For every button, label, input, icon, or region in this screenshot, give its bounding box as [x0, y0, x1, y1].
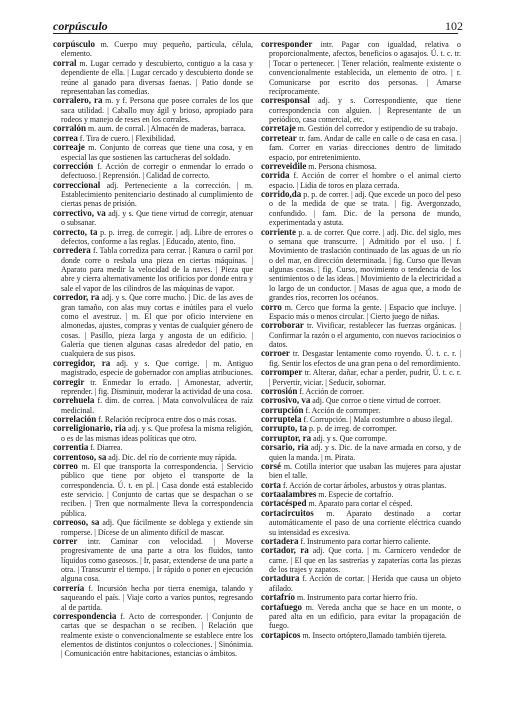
- entry-headword: cortaalambres: [261, 489, 317, 499]
- entry-headword: correligionario, ria: [53, 423, 126, 434]
- entry-headword: corregir: [53, 376, 85, 387]
- entry-headword: corromper: [261, 367, 303, 378]
- dictionary-entry: [53, 537, 253, 584]
- entry-definition: f. Acción de correr el hombre o el animal cierto espacio. | Lidia de toros en plaza cerrada.: [269, 171, 461, 190]
- entry-definition: adj. Que corta. | m. Carnicero vendedor de carne. | El que en las sastrerías y zapaterías corta las piezas de los trajes y zapatos.: [269, 546, 462, 574]
- entry-headword: corral: [53, 57, 77, 68]
- entry-headword: corrida: [261, 170, 290, 181]
- entry-headword: corresponder: [261, 39, 313, 49]
- dictionary-entry: [261, 40, 461, 96]
- entry-definition: adj. y s. Correspondiente, que tiene correspondencia con alguien. | Representante de un periódico, casa comercial, etc.: [269, 96, 461, 124]
- dictionary-entry: [261, 321, 461, 349]
- entry-definition: f. Acción de corroer.: [297, 386, 364, 396]
- entry-definition: f. Acción de cortar árboles, arbustos y otras plantas.: [281, 480, 447, 490]
- dictionary-entry: [53, 424, 253, 443]
- entry-definition: tr. fam. Andar de calle en calle o de casa en casa. | fam. Correr en varias direcciones dentro de limitado espacio, por entretenimiento.: [269, 133, 461, 162]
- dictionary-entry: [53, 246, 253, 293]
- entry-headword: corredor, ra: [53, 292, 100, 303]
- dictionary-entry: [261, 462, 461, 481]
- entry-headword: corta: [261, 479, 281, 490]
- entry-definition: tr. Desgastar lentamente como royendo. Ú. t. c. r. | fig. Sentir los efectos de una gran pena o del remordimiento.: [269, 349, 461, 368]
- entry-definition: adj. y s. Que corrige. | m. Antiguo magistrado, especie de gobernador con amplias atribuciones.: [61, 358, 253, 378]
- dictionary-entry: [53, 143, 253, 162]
- entry-headword: corretear: [261, 132, 297, 143]
- entry-definition: m. Cerco que forma la gente. | Espacio que incluye. | Espacio más o menos circular. | Cierto juego de niñas.: [269, 302, 461, 321]
- entry-definition: intr. Caminar con velocidad. | Moverse progresivamente de una parte a otra los fluidos, tanto líquidos como gaseosos. | Ir, pasar, extenderse de una parte a otra. | Transcurrir el tiempo. | Ir rápido o poner en ejecución alguna cosa.: [61, 536, 253, 584]
- entry-headword: corro: [261, 301, 282, 312]
- entry-definition: m. Aparato para cortar el césped.: [306, 499, 413, 509]
- dictionary-entry: [261, 134, 461, 162]
- entry-headword: correlación: [53, 414, 97, 424]
- entry-definition: f. Acción de corromper.: [303, 405, 381, 415]
- entry-definition: f. Acción de corregir o enmendar lo errado o defectuoso. | Reprensión. | Calidad de correcto.: [61, 161, 253, 181]
- dictionary-entry: [53, 462, 253, 518]
- entry-definition: adj. y s. Que profesa la misma religión, o es de las mismas ideas políticas que otro.: [61, 424, 253, 443]
- entry-headword: correveidile: [261, 160, 307, 171]
- entry-headword: cortacircuitos: [261, 507, 314, 518]
- entry-definition: f. Relación recíproca entre dos o más cosas.: [96, 415, 237, 424]
- right-column: [261, 40, 461, 640]
- dictionary-entry: [261, 171, 461, 190]
- dictionary-entry: [261, 303, 461, 322]
- dictionary-entry: [261, 443, 461, 462]
- entry-headword: correo: [53, 460, 78, 471]
- entry-headword: correcto, ta: [53, 226, 98, 237]
- dictionary-entry: [53, 612, 253, 659]
- dictionary-entry: [53, 293, 253, 359]
- entry-headword: cortadura: [261, 573, 300, 584]
- dictionary-entry: [261, 228, 461, 303]
- entry-definition: m. Gestión del corredor y estipendio de su trabajo.: [295, 124, 458, 134]
- dictionary-entry: [261, 96, 461, 124]
- entry-headword: correntoso, sa: [53, 451, 107, 462]
- entry-headword: correr: [53, 535, 78, 546]
- dictionary-entry: [261, 368, 461, 387]
- entry-definition: m. Cuerpo muy pequeño, partícula, célula, elemento.: [61, 40, 253, 59]
- entry-definition: adj. Que corroe o tiene virtud de corroer.: [310, 396, 441, 406]
- dictionary-entry: [53, 396, 253, 415]
- entry-headword: cortacésped: [261, 498, 307, 509]
- entry-definition: p. p. de irreg. de corromper.: [307, 424, 397, 434]
- entry-definition: m. Vereda ancha que se hace en un monte, o pared alta en un edificio, para evitar la propagación de fuego.: [269, 602, 461, 631]
- entry-headword: corrección: [53, 160, 94, 171]
- entry-definition: p. p. de correr. | adj. Que excede un poco del peso o de la medida de que se trata. | fig. Avergonzado, confundido. | fam. Dic. de la persona de mundo, experimentada y astuta.: [269, 190, 461, 228]
- dictionary-entry: [53, 181, 253, 209]
- entry-headword: corredera: [53, 245, 91, 256]
- entry-headword: corpúsculo: [53, 39, 96, 49]
- entry-headword: corretaje: [261, 123, 296, 134]
- entry-headword: correhuela: [53, 395, 95, 406]
- entry-headword: corsé: [261, 460, 281, 471]
- entry-headword: corrido,da: [261, 189, 302, 199]
- entry-definition: adj. Perteneciente a la corrección. | m. Establecimiento penitenciario destinado al cumplimiento de ciertas penas de prisión.: [61, 180, 253, 209]
- header-rule: [53, 33, 458, 34]
- entry-definition: m. aum. de corral. | Almacén de maderas, barraca.: [86, 124, 246, 134]
- entry-headword: corrupción: [261, 404, 304, 415]
- entry-definition: adj. y s. Que corrompe.: [311, 433, 387, 443]
- entry-headword: correa: [53, 132, 78, 143]
- dictionary-entry: [261, 546, 461, 574]
- dictionary-entry: [53, 59, 253, 97]
- dictionary-entry: [261, 509, 461, 537]
- entry-definition: m. Aparato destinado a cortar automáticamente el paso de una corriente eléctrica cuando su intensidad es excesiva.: [269, 508, 461, 537]
- entry-headword: correspondencia: [53, 610, 117, 621]
- entry-definition: f. Corrupción. | Mala costumbre o abuso ilegal.: [301, 415, 453, 424]
- entry-definition: f. Incursión hecha por tierra enemiga, talando y saqueando el país. | Viaje corto a varios puntos, regresando al de partida.: [61, 583, 253, 612]
- entry-headword: corruptela: [261, 414, 302, 424]
- dictionary-entry: [261, 603, 461, 631]
- dictionary-entry: [261, 190, 461, 228]
- entry-definition: adj. Dic. del río de corriente muy rápida.: [106, 452, 237, 462]
- entry-definition: m. Insecto ortóptero,llamado también tijereta.: [300, 630, 447, 640]
- entry-headword: corroer: [261, 348, 290, 359]
- entry-headword: cortadera: [261, 535, 299, 546]
- entry-definition: m. Conjunto de correas que tiene una cosa, y en especial las que sostienen las cartucheras del soldado.: [61, 143, 253, 162]
- entry-headword: cortafrío: [261, 592, 295, 603]
- entry-definition: m. y f. Persona que posee corrales de los que saca utilidad. | Caballo muy ágil y brioso, apropiado para rodeos y manejo de reses en los corrales.: [61, 96, 253, 124]
- entry-headword: cortapicos: [261, 629, 301, 640]
- entry-definition: p. a. de correr. Que corre. | adj. Dic. del siglo, mes o semana que transcurre. | Admitido por el uso. | f. Movimiento de traslación continuado de las aguas de un río o del mar, en dirección determinada. | fig. Curso que llevan algunas cosas. | fig. Curso, movimiento o tendencia de los sentimientos o de las ideas. | Movimiento de la electricidad a lo largo de un conductor. | Masas de agua que, a modo de grandes ríos, recorren los océanos.: [269, 227, 461, 303]
- entry-headword: corriente: [261, 226, 296, 237]
- entry-headword: cortafuego: [261, 601, 302, 612]
- dictionary-entry: [53, 96, 253, 124]
- entry-definition: m. Cotilla interior que usaban las mujeres para ajustar bien el talle.: [269, 461, 461, 481]
- dictionary-entry: [53, 584, 253, 612]
- entry-headword: corrupto, ta: [261, 423, 307, 434]
- entry-definition: p. p. irreg. de corregir. | adj. Libre de errores o defectos, conforme a las reglas. | Educado, atento, fino.: [61, 227, 253, 246]
- entry-definition: m. Persona chismosa.: [306, 161, 377, 171]
- entry-headword: corresponsal: [261, 95, 310, 106]
- entry-headword: correaje: [53, 142, 85, 153]
- dictionary-entry: [53, 124, 253, 133]
- entry-headword: corrosión: [261, 385, 298, 396]
- entry-headword: corrosivo, va: [261, 395, 311, 406]
- entry-headword: corroborar: [261, 320, 304, 331]
- entry-definition: f. Tabla corrediza para cerrar. | Ranura o carril por donde corre o resbala una pieza en ciertas máquinas. | Aparato para medir la velocidad de la naves. | Pieza que abre y cierra alternativamente los orificios por donde entra y sale el vapor de los cilindros de las máquinas de vapor.: [61, 246, 253, 293]
- entry-headword: correccional: [53, 179, 101, 190]
- dictionary-entry: [53, 518, 253, 537]
- entry-definition: adj. y s. Dic. de la nave armada en corso, y de quien la manda. | m. Pirata.: [269, 443, 461, 462]
- entry-definition: adj. Que fácilmente se doblega y extiende sin romperse. | Dícese de un alimento difícil de mascar.: [61, 518, 253, 537]
- entry-definition: m. Especie de cortafrío.: [316, 490, 394, 499]
- dictionary-entry: [261, 162, 461, 171]
- entry-definition: tr. Enmedar lo errado. | Amonestar, advertir, reprender. | fig. Disminuir, moderar la actividad de una cosa.: [61, 377, 253, 396]
- entry-headword: corsario, ria: [261, 442, 309, 453]
- page-number: 102: [445, 19, 463, 33]
- dictionary-entry: [53, 162, 253, 181]
- entry-definition: m. Lugar cerrado y descubierto, contiguo a la casa y dependiente de ella. | Lugar cercado y descubierto donde se reúne al ganado para diversas faenas. | Patio donde se representaban las comedias.: [61, 58, 253, 96]
- dictionary-entry: [53, 359, 253, 378]
- entry-definition: f. dim. de correa. | Mata convolvulácea de raíz medicinal.: [61, 396, 253, 415]
- dictionary-entry: [261, 574, 461, 593]
- entry-definition: f. Acción de cortar. | Herida que causa un objeto afilado.: [269, 574, 461, 593]
- entry-definition: adj. y s. Que tiene virtud de corregir, atenuar o subsanar.: [61, 208, 253, 228]
- entry-headword: corregidor, ra: [53, 357, 111, 368]
- running-head: corpúsculo: [53, 19, 108, 33]
- dictionary-entry: [53, 228, 253, 247]
- entry-definition: tr. Alterar, dañar, echar a perder, pudrir, Ú. t. c. r. | Pervertir, viciar. | Seducir, sobornar.: [269, 368, 461, 387]
- entry-definition: tr. Vivificar, restablecer las fuerzas orgánicas. | Confirmar la razón o el argumento, con nuevos raciocinios o datos.: [269, 321, 461, 349]
- entry-definition: f. Tira de cuero. | Flexibilidad.: [77, 133, 176, 143]
- entry-headword: corralón: [53, 123, 86, 134]
- entry-definition: f. Instrumento para cortar hierro caliente.: [298, 536, 431, 546]
- entry-definition: adj. y s. Que corre mucho. | Dic. de las aves de gran tamaño, con alas muy cortas e inútiles para el vuelo como el avestruz. | m. El que por oficio interviene en almonedas, ajustes, compras y ventas de cualquier género de cosas. | Pasillo, pieza larga y angosta de un edificio. | Galería que tienen algunas casas alrededor del patio, en cualquiera de sus pisos.: [61, 293, 254, 359]
- entry-headword: corruptor, ra: [261, 432, 312, 443]
- entry-headword: correría: [53, 582, 85, 593]
- entry-headword: correctivo, va: [53, 207, 106, 218]
- entry-definition: m. El que transporta la correspondencia. | Servicio público que tiene por objeto el transporte de la correspondencia. Ú. t. en pl. | Casa donde está establecido este servicio. | Conjunto de cartas que se despachan o se reciben. | Tren que normalmente lleva la correspondencia pública.: [61, 461, 253, 518]
- entry-definition: f. Diarrea.: [88, 443, 123, 453]
- left-column: [53, 40, 253, 659]
- dictionary-entry: [53, 453, 253, 462]
- dictionary-entry: [53, 378, 253, 397]
- dictionary-entry: [53, 209, 253, 228]
- dictionary-entry: [261, 349, 461, 368]
- entry-definition: intr. Pagar con igualdad, relativa o proporcionalmente, afectos, beneficios o agasajos. Ú. t. c. tr. | Tocar o pertenecer. | Tener relación, realmente existente o convencionalmente establecida, un elemento de otro. | r. Comunicarse por escrito dos personas. | Amarse recíprocamente.: [269, 40, 461, 96]
- entry-headword: cortador, ra: [261, 545, 309, 556]
- entry-definition: m. Instrumento para cortar hierro frío.: [294, 593, 418, 603]
- entry-headword: correoso, sa: [53, 517, 100, 528]
- entry-headword: correntia: [53, 442, 89, 453]
- dictionary-entry: [53, 40, 253, 59]
- entry-definition: f. Acto de corresponder. | Conjunto de cartas que se despachan o se reciben. | Relación que realmente existe o convencionalmente se establece entre los elementos de distintos conjuntos o colecciones. | Sinónimia. | Comunicación entre habitaciones, estancias o ámbitos.: [61, 611, 253, 659]
- entry-headword: corralero, ra: [53, 95, 103, 106]
- dictionary-entry: [261, 631, 461, 640]
